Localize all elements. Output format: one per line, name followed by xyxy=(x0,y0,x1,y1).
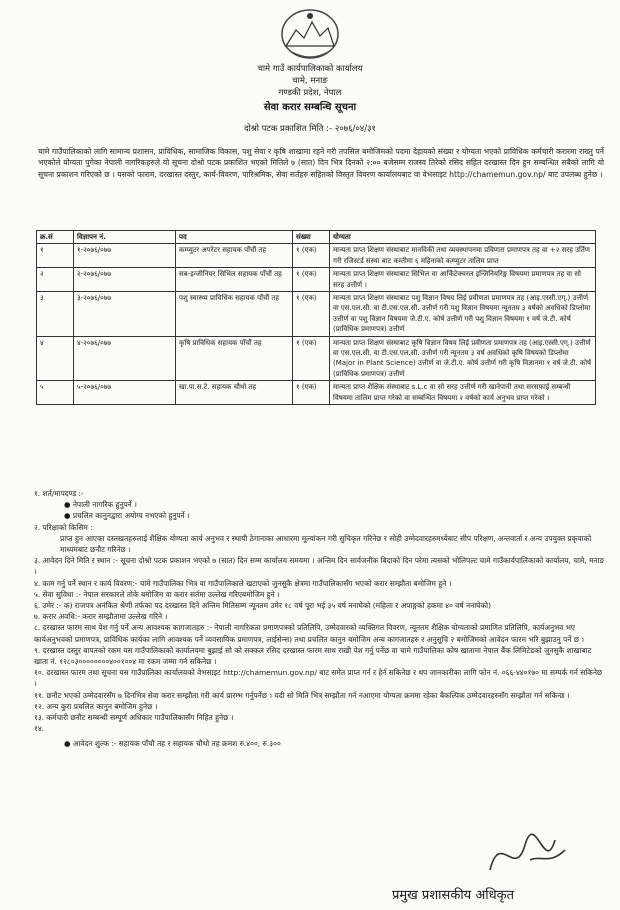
cell-ad-no: १-२०७६/०७७ xyxy=(74,244,176,268)
note-11: ११. छनौट भएको उम्मेदवारसँग ७ दिनभित्र सेवा करार सम्झौता गरी कार्य प्रारम्भ गर्नुपर्नेछ । यदी सो मिति भित्र सम्झौता गर्न नआएमा योग्यता क्रममा रहेका बैकल्पिक उम्मेदवारहरुसँग सम्झौता गर्न सकिन्छ । xyxy=(34,690,570,700)
cell-qualification: मान्यता प्राप्त शिक्षण संस्थाबाट कृषि विज्ञान विषय लिई प्रवीणता प्रमाणपत्र तह (आइ.एस्सी.एग्.) उत्तीर्ण वा एस.एल.सी. वा टी.एस.एल.सी. उत्तीर्ण गरी न्यूनतम ३ वर्ष अवधिको कृषि विषयको डिप्लोमा (Major in Plant Science) उत्तीर्ण वा जे.टी.ए. कोर्ष उत्तीर्ण गरी कृषि विज्ञानमा १ वर्ष जे.टी. कोर्ष (प्राविधिक प्रमाणपत्र) उत्तीर्ण xyxy=(330,336,596,381)
cell-sn: २ xyxy=(37,268,74,292)
cell-count: १ (एक) xyxy=(293,381,330,405)
office-address: चामे, मनाङ xyxy=(292,76,328,86)
table-row xyxy=(37,292,596,337)
signatory-title: प्रमुख प्रशासकीय अधिकृत xyxy=(392,888,515,903)
note-12: १२. अन्य कुरा प्रचलित कानुन बमोजिम हुनेछ । xyxy=(34,701,158,711)
cell-ad-no: ५-२०७६/०७७ xyxy=(74,381,176,405)
note-1b: ● प्रचलित कानुनद्वारा अयोग्य नभएको हुनुपर्ने । xyxy=(64,511,190,521)
table-row xyxy=(37,268,596,292)
cell-count: १ (एक) xyxy=(293,244,330,268)
note-1b-text: प्रचलित कानुनद्वारा अयोग्य नभएको हुनुपर्ने । xyxy=(72,511,190,521)
intro-paragraph: चामे गाउँपालिकाको लागि सामान्य प्रशासन, प्राविधिक, सामाजिक विकास, पशु सेवा र कृषि शाखामा रहने गरी तपसिल बमोजिमको पदमा देहायको संख्या र योग्यता भएको प्राविधिक कर्मचारी करारमा राख्नु पर्ने भएकोले योग्यता पुगेका नेपाली नागरिकहरुले यो सूचना दोश्रो पटक प्रकाशित भएको मितिले ७ (सात) दिन भित्र दिनको २:०० बजेसम्म राजस्व तिरेको रसिद सहित दरखास्त दिन हुन सम्बन्धित सबैको लागि यो सूचना प्रकाशन गरिएको छ । यसको फाराम, दरखास्त दस्तुर, कार्य-विवरण, पारिश्रमिक, सेवा सर्तहरु सहितको विस्तृत विवरण कार्यालयबाट वा वेभसाइट http://chamemun.gov.np/ बाट उपलब्ध हुनेछ । xyxy=(38,147,604,179)
publish-date: दोश्रो पटक प्रकाशित मिति :- २०७६/०४/३१ xyxy=(244,124,376,134)
col-sn: क्र.सं xyxy=(37,231,74,244)
note-7: ७. करार अवधि:- करार सम्झौतामा उल्लेख गरिने । xyxy=(34,612,168,622)
notice-title: सेवा करार सम्बन्धि सूचना xyxy=(263,102,357,113)
cell-qualification: मान्यता प्राप्त शिक्षण संस्थाबाट सिभिल वा आर्किटेक्चरल इन्जिनियरिङ्ग विषयमा प्रमाणपत्र तह वा सो सरह उत्तीर्ण । xyxy=(330,268,596,292)
cell-ad-no: ४-२०७६/०७७ xyxy=(74,336,176,381)
cell-post: पशु स्वास्थ्य प्राविधिक सहायक पाँचौं तह xyxy=(176,292,293,337)
cell-sn: ३ xyxy=(37,292,74,337)
col-ad-no: विज्ञापन नं. xyxy=(74,231,176,244)
note-10: १०. दरखास्त फारम तथा सूचना यस गाउँपालिका कार्यालयको वेभसाइट http://chamemun.gov.np/ बाट समेत प्राप्त गर्न र हेर्न सकिनेछ र थप जानकारीका लागि फोन नं. ०६६-४४०१७० मा सम्पर्क गर्न सकिनेछ । xyxy=(34,668,603,689)
note-8: ८. दरखास्त फारम साथ पेश गर्नु पर्ने अन्य आवश्यक कागजातहरु :- नेपाली नागरिकता प्रमाणपत्रको प्रतिलिपि, उम्मेदवारको व्यक्तिगत विवरण, न्यूनतम शैक्षिक योग्यताको प्रमाणित प्रतिलिपि, कार्यअनुभव भए कार्यअनुभवको प्रमाणपत्र, प्राविधिक कार्यका लागि आवश्यक पर्ने व्यवसायिक प्रमाणपत्र, लाईसेन्स) तथा प्रचलित कानुन बमोजिम अन्य कागजातहरु र अनुसूचि २ बमोजिमको आवेदन फारम भरि बुझाउनु पर्ने छ । xyxy=(34,623,585,644)
col-post: पद xyxy=(176,231,293,244)
application-fee-text: आवेदन शुल्क :- सहायक पाँचौ तह र सहायक चौथो तह क्रमश रु.४००, रु.३०० xyxy=(72,739,281,749)
municipality-emblem-icon xyxy=(278,6,342,64)
note-6: ६. उमेर :- क) राजपत्र अनंकित श्रेणी तर्फका पद दरखास्त दिने अन्तिम मितिसम्म न्यूनतम उमेर १८ वर्ष पूरा भई ३५ वर्ष ननाघेको (महिला र अपाङ्गको हकमा ४० वर्ष ननाघेको) xyxy=(34,601,491,611)
cell-count: १ (एक) xyxy=(293,268,330,292)
cell-qualification: मान्यता प्राप्त शैक्षिक संस्थाबाट s.L.c वा सो सरह उत्तीर्ण गरी खानेपानी तथा सरसफाई सम्बन्धी विषयमा तालिम प्राप्त गरेको वा सम्बन्धित विषयमा २ वर्षको कार्य अनुभव प्राप्त गरेको । xyxy=(330,381,596,405)
note-14: १४. xyxy=(34,724,45,734)
cell-post: खा.पा.स.टे. सहायक चौथो तह xyxy=(176,381,293,405)
cell-qualification: मान्यता प्राप्त शिक्षण संस्थाबाट पशु विज्ञान विषय लिई प्रवीणता प्रमाणपत्र तह (आइ.एस्सी.एग्.) उत्तीर्ण वा एस.एल.सी. वा टी.एस.एल.सी. उत्तीर्ण गरी पशु विज्ञान विषयमा न्यूनतम ३ वर्षको अवधिको डिप्लोमा उत्तीर्ण वा पशु विज्ञान विषयमा जे.टी.ए. कोर्ष उत्तीर्ण गरी पशु विज्ञान विषयमा १ वर्ष जे.टी. कोर्ष (प्राविधिक प्रमाणपत्र) उत्तीर्ण xyxy=(330,292,596,337)
cell-sn: १ xyxy=(37,244,74,268)
vacancy-table xyxy=(36,230,596,405)
note-9: ९. दरखास्त दस्तुर बापतको रकम यस गाउँपालिकाको कार्यालयमा बुझाई सो को सक्कल रसिद दरखास्त फारम साथ राखी पेश गर्नु पर्नेछ वा चामे गाउँपालिका कोष खातामा नेपाल बैंक लिमिटेडको जुनसुकै शाखाबाट खाता नं. १२८०३००००००००४००१००४ मा रकम जम्मा गर्न सकिनेछ । xyxy=(34,645,592,667)
note-3: ३. आवेदन दिने मिति र स्थान :- सूचना दोश्रो पटक प्रकाशन भएको ७ (सात) दिन सम्म कार्यालय समयमा । अन्तिम दिन सार्वजनीक बिदाको दिन परेमा त्यसको भोलिपल्ट चामे गाउँकार्यपालिकाको कार्यालय, चामे, मनाङ । xyxy=(34,556,605,577)
cell-qualification: मान्यता प्राप्त शिक्षण संस्थाबाट मानविकी तथा व्यवस्थापनमा प्रविणता प्रमाणपत्र तह वा +२ सरह उर्तिण गरी रजिस्टर्ड संस्था बाट कम्तीमा ६ महिनाको कम्प्युटर तालिम प्राप्त xyxy=(330,244,596,268)
notes-section xyxy=(34,488,606,750)
cell-post: कृषि प्राविधिक सहायक पाँचौं तह xyxy=(176,336,293,381)
note-1a-text: नेपाली नागरिक हुनुपर्ने । xyxy=(72,500,137,510)
note-1: १. शर्त/मापदण्ड :- xyxy=(34,489,84,498)
table-header-row xyxy=(37,231,596,244)
cell-sn: ४ xyxy=(37,336,74,381)
note-2: २. परिक्षाको किसिम : xyxy=(34,522,93,532)
cell-count: १ (एक) xyxy=(293,336,330,381)
cell-post: कम्प्युटर अपरेटर सहायक पाँचौं तह xyxy=(176,244,293,268)
note-2-text: प्राप्त हुन आएका दस्तखतहरुलाई शैक्षिक योग्यता कार्य अनुभव र स्थायी ठेगानाका आधारमा मूल्यांकन गरी सुचिकृत गरिनेछ र सोही उम्मेदवारहरुमध्येबाट सीप परिक्षण, अन्तवार्ता र अन्य उपयुक्त प्रकृयाको माध्यमबाट छनौट गरिनेछ । xyxy=(60,533,592,555)
note-5: ५. सेवा सुविधा :- नेपाल सरकारले तोके बमोजिम वा करार सर्तमा उल्लेख गरिएबमोजिम हुने । xyxy=(34,589,280,599)
note-13: १३. कर्मचारी छनौट सम्बन्धी सम्पूर्ण अधिकार गाउँपालिकासँग निहित हुनेछ । xyxy=(34,713,234,723)
note-4: ४. काम गर्नु पर्ने स्थान र कार्य विवरण:- चामे गाउँपालिका भित्र वा गाउँपालिकाले खटाएको जुनसुकै क्षेत्रमा गाउँपालिकासँग भएको करार सम्झौता बमोजिम हुने । xyxy=(34,578,452,588)
office-province: गण्डकी प्रदेश, नेपाल xyxy=(278,88,342,98)
col-count: संख्या xyxy=(293,231,330,244)
table-row xyxy=(37,381,596,405)
cell-ad-no: ३-२०७६/०७७ xyxy=(74,292,176,337)
office-name: चामे गाउँ कार्यपालिकाको कार्यालय xyxy=(257,64,363,74)
cell-count: १ (एक) xyxy=(293,292,330,337)
table-row xyxy=(37,336,596,381)
cell-ad-no: २-२०७६/०७७ xyxy=(74,268,176,292)
cell-sn: ५ xyxy=(37,381,74,405)
application-fee: ● आवेदन शुल्क :- सहायक पाँचौ तह र सहायक चौथो तह क्रमश रु.४००, रु.३०० xyxy=(64,739,281,749)
note-1a: ● नेपाली नागरिक हुनुपर्ने । xyxy=(64,500,137,510)
cell-post: सब-इन्जीनियर सिभिल सहायक पाँचौं तह xyxy=(176,268,293,292)
table-row xyxy=(37,244,596,268)
handwritten-signature-icon xyxy=(470,820,580,890)
col-qualification: योग्यता xyxy=(330,231,596,244)
